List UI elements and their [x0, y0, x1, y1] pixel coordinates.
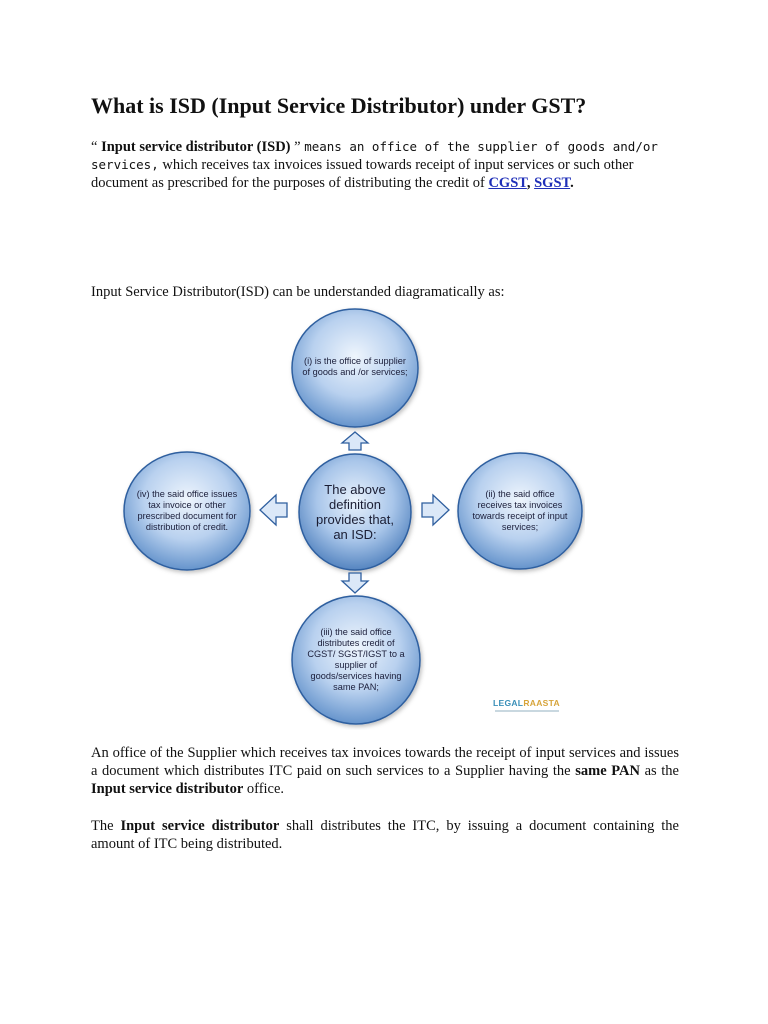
office-text-2: as the: [639, 763, 679, 779]
close-quote: ”: [290, 139, 305, 155]
node-right-text: (ii) the said office receives tax invoices towards receipt of input services;: [472, 489, 568, 532]
definition-term: Input service distributor (ISD): [101, 139, 291, 155]
node-center-text: The above definition provides that, an ISD:: [315, 482, 395, 542]
comma: ,: [526, 175, 535, 191]
definition-means: means an office of the supplier of goods and/or services,: [91, 139, 658, 172]
logo-tagline-bar: [495, 710, 559, 712]
office-bold-2: Input service distributor: [91, 781, 244, 797]
page-title: What is ISD (Input Service Distributor) under GST?: [91, 93, 587, 118]
definition-rest: which receives tax invoices issued towards receipt of input services or such other document as prescribed for the purposes of distributing the credit of: [91, 157, 634, 191]
arrow-right-icon-shape: [422, 495, 449, 525]
isd-diagram: [115, 305, 585, 730]
definition-paragraph: [91, 138, 679, 192]
office-text-3: office.: [243, 781, 285, 797]
node-top-text: (i) is the office of supplier of goods and /or services;: [302, 356, 408, 377]
office-paragraph: [91, 744, 679, 798]
itc-text-2: shall distributes the ITC, by issuing a document containing the amount of ITC being distributed.: [91, 818, 679, 852]
period: .: [570, 175, 574, 191]
itc-text-1: The: [91, 818, 121, 834]
office-text-1: An office of the Supplier which receives tax invoices towards the receipt of input services and issues a document which distributes ITC paid on such services to a Supplier having the: [91, 745, 679, 779]
intro-paragraph: Input Service Distributor(ISD) can be understanded diagramatically as:: [91, 284, 505, 300]
node-left-text: (iv) the said office issues tax invoice or other prescribed document for distribution of credit.: [136, 489, 238, 532]
cgst-link[interactable]: CGST: [488, 175, 527, 191]
legalraasta-logo: [493, 698, 560, 708]
logo-part-raasta: RAASTA: [523, 698, 560, 708]
office-bold-1: same PAN: [575, 763, 640, 779]
open-quote: “: [91, 139, 102, 155]
arrow-up-icon: [342, 432, 368, 450]
arrow-down-icon: [342, 573, 368, 593]
node-bottom-text: (iii) the said office distributes credit of CGST/ SGST/IGST to a supplier of goods/services having same PAN;: [307, 627, 405, 692]
itc-bold-1: Input service distributor: [120, 818, 280, 834]
logo-part-legal: LEGAL: [493, 698, 524, 708]
itc-paragraph: [91, 817, 679, 853]
sgst-link[interactable]: SGST: [534, 175, 571, 191]
arrow-left-icon: [260, 495, 287, 525]
